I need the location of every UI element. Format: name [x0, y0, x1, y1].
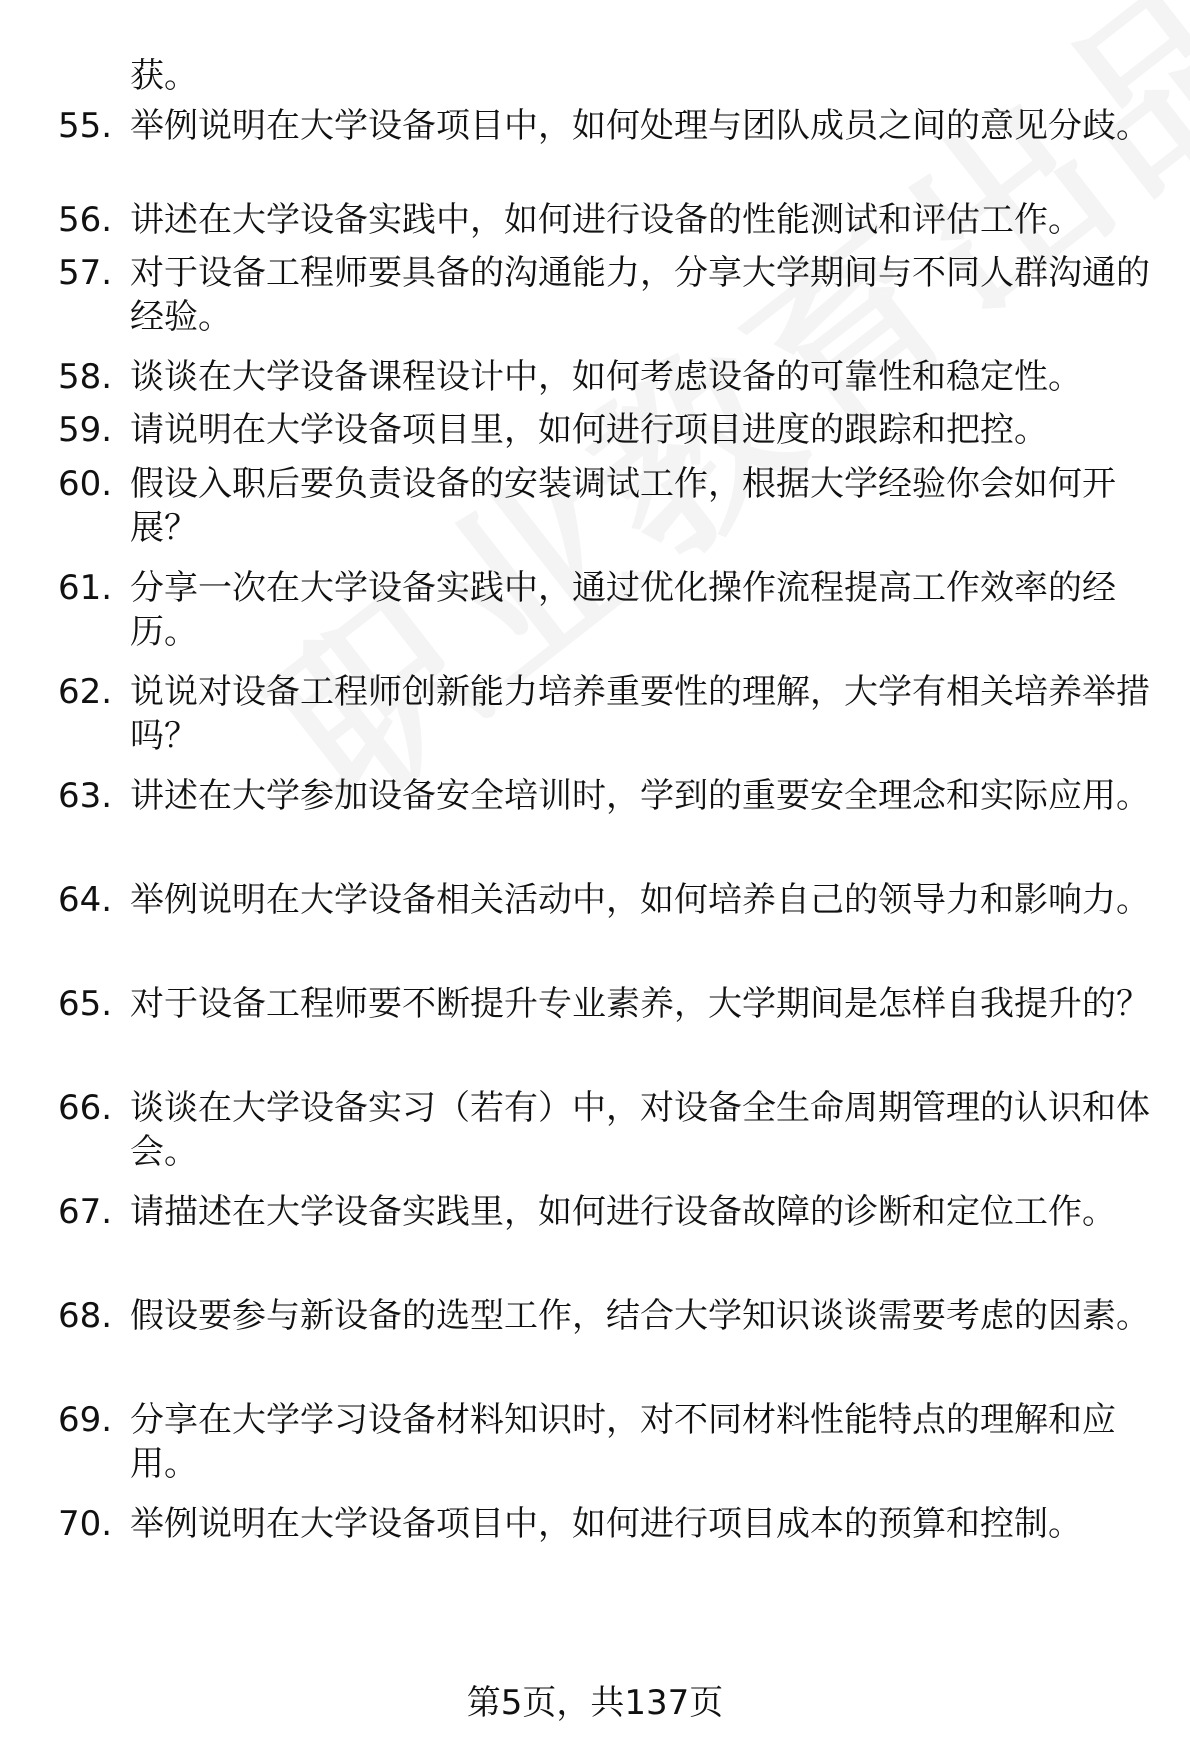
- question-text: 说说对设备工程师创新能力培养重要性的理解，大学有相关培养举措吗？: [130, 672, 1150, 756]
- question-number: 58.: [58, 357, 113, 397]
- question-text: 讲述在大学参加设备安全培训时，学到的重要安全理念和实际应用。: [130, 776, 1150, 816]
- question-number: 66.: [58, 1088, 113, 1128]
- continuation-text: 获。: [130, 56, 198, 96]
- question-number: 63.: [58, 776, 113, 816]
- question-number: 59.: [58, 410, 113, 450]
- question-number: 55.: [58, 106, 113, 146]
- question-number: 69.: [58, 1400, 113, 1440]
- question-text: 分享在大学学习设备材料知识时，对不同材料性能特点的理解和应用。: [130, 1400, 1116, 1484]
- question-text: 举例说明在大学设备相关活动中，如何培养自己的领导力和影响力。: [130, 880, 1150, 920]
- question-number: 64.: [58, 880, 113, 920]
- question-text: 分享一次在大学设备实践中，通过优化操作流程提高工作效率的经历。: [130, 568, 1116, 652]
- question-number: 70.: [58, 1504, 113, 1544]
- question-text: 对于设备工程师要不断提升专业素养，大学期间是怎样自我提升的？: [130, 984, 1150, 1024]
- page-footer: 第5页，共137页: [466, 1683, 724, 1723]
- question-text: 请描述在大学设备实践里，如何进行设备故障的诊断和定位工作。: [130, 1192, 1116, 1232]
- question-number: 67.: [58, 1192, 113, 1232]
- question-number: 68.: [58, 1296, 113, 1336]
- question-text: 对于设备工程师要具备的沟通能力，分享大学期间与不同人群沟通的经验。: [130, 253, 1150, 337]
- question-number: 61.: [58, 568, 113, 608]
- question-text: 假设入职后要负责设备的安装调试工作，根据大学经验你会如何开展？: [130, 464, 1116, 548]
- question-text: 举例说明在大学设备项目中，如何处理与团队成员之间的意见分歧。: [130, 106, 1150, 146]
- question-text: 谈谈在大学设备实习（若有）中，对设备全生命周期管理的认识和体会。: [130, 1088, 1150, 1172]
- question-number: 62.: [58, 672, 113, 712]
- question-text: 讲述在大学设备实践中，如何进行设备的性能测试和评估工作。: [130, 200, 1082, 240]
- question-number: 60.: [58, 464, 113, 504]
- question-number: 65.: [58, 984, 113, 1024]
- question-text: 假设要参与新设备的选型工作，结合大学知识谈谈需要考虑的因素。: [130, 1296, 1150, 1336]
- question-text: 谈谈在大学设备课程设计中，如何考虑设备的可靠性和稳定性。: [130, 357, 1082, 397]
- question-number: 56.: [58, 200, 113, 240]
- question-text: 请说明在大学设备项目里，如何进行项目进度的跟踪和把控。: [130, 410, 1048, 450]
- question-number: 57.: [58, 253, 113, 293]
- question-text: 举例说明在大学设备项目中，如何进行项目成本的预算和控制。: [130, 1504, 1082, 1544]
